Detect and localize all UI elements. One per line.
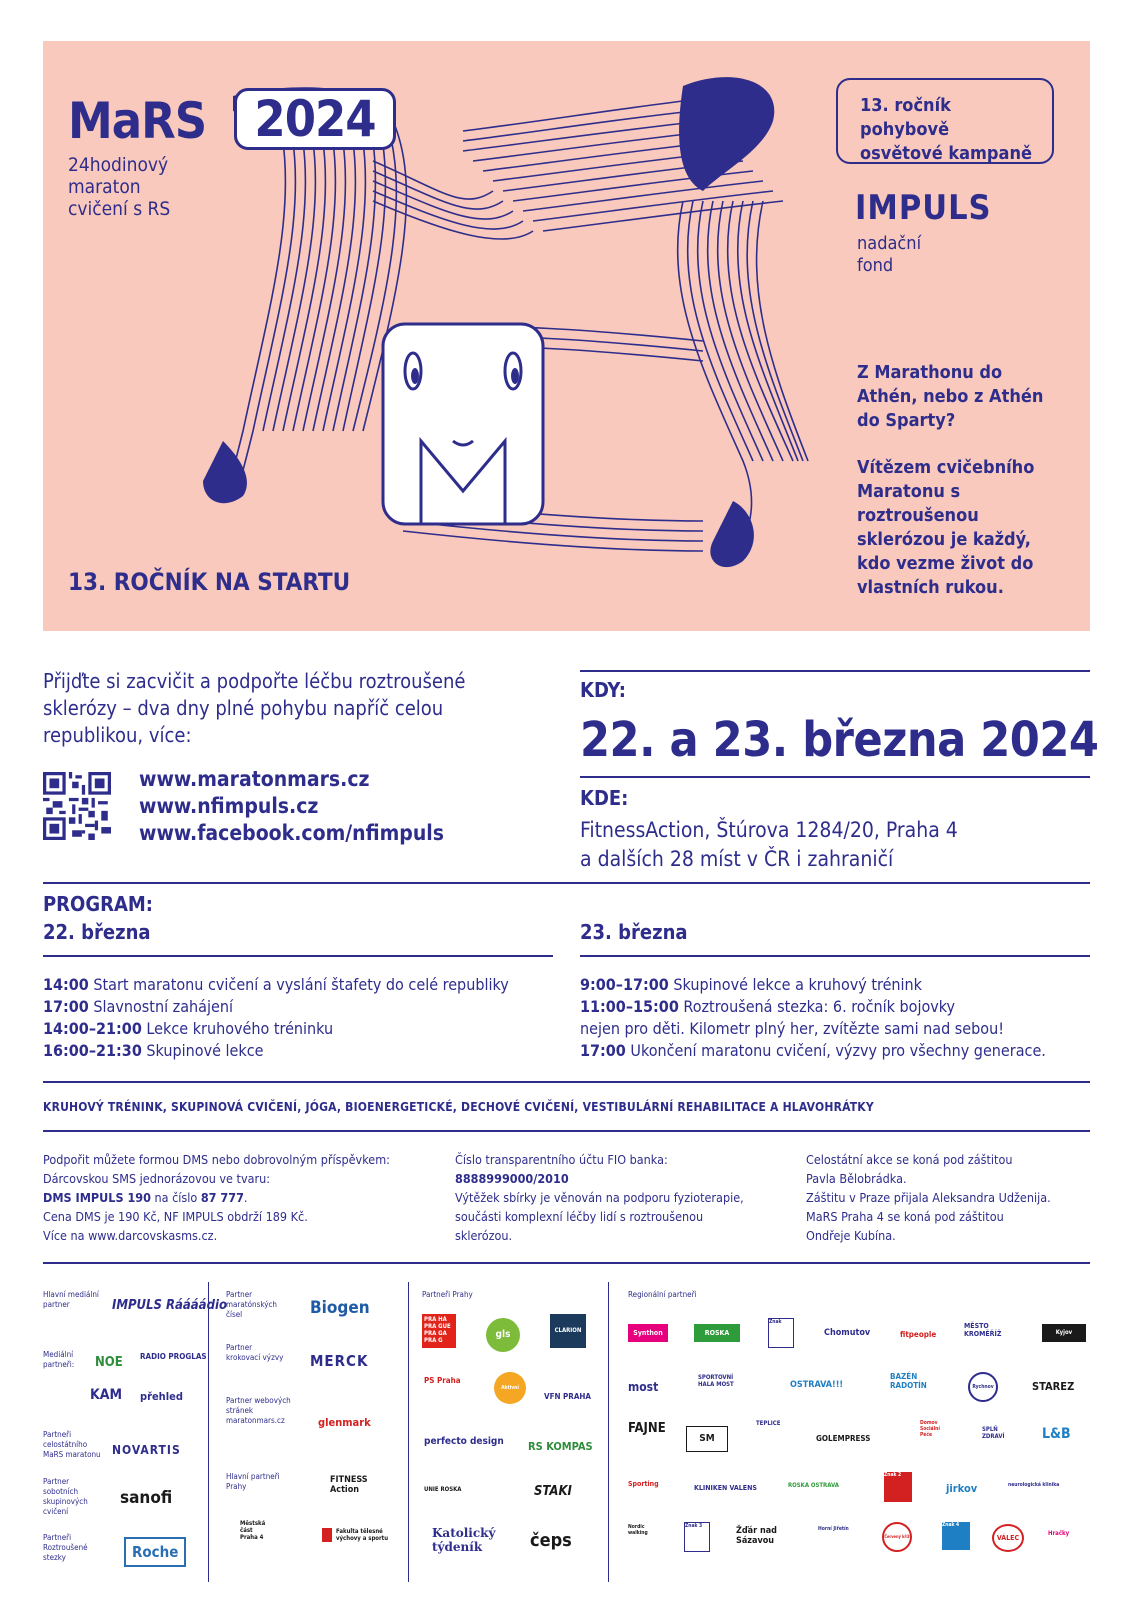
day2-title: 23. března xyxy=(580,920,688,944)
regional-logos-grid xyxy=(628,1316,1090,1586)
info-patronage: Celostátní akce se koná pod záštitou Pavla Bělobrádka. Záštitu v Praze přijala Aleksandra Udženija. MaRS Praha 4 se koná pod záštitou Ondřeje Kubína. xyxy=(806,1152,1051,1243)
link-maratonmars[interactable]: www.maratonmars.cz xyxy=(139,767,370,791)
divider xyxy=(43,1130,1090,1132)
biogen-logo: Biogen xyxy=(310,1298,370,1318)
glenmark-logo: glenmark xyxy=(318,1416,371,1429)
schedule-item: 16:00–21:30 Skupinové lekce xyxy=(43,1041,264,1060)
sock-left-bottom xyxy=(203,441,247,503)
partner-label: Hlavní partneři Prahy xyxy=(226,1472,280,1491)
regional-logo: TEPLICE xyxy=(756,1420,781,1427)
schedule-item: 14:00–21:00 Lekce kruhového tréninku xyxy=(43,1019,334,1038)
divider xyxy=(43,882,1090,884)
partner-label: Partneři Prahy xyxy=(422,1290,473,1299)
regional-logo: Synthon xyxy=(628,1324,668,1342)
day2-schedule xyxy=(580,974,1090,1062)
impuls-subtitle: nadační fond xyxy=(857,233,922,276)
regional-logo: Znak 4 xyxy=(942,1522,970,1550)
schedule-item: 14:00 Start maratonu cvičení a vyslání štafety do celé republiky xyxy=(43,975,509,994)
divider xyxy=(580,955,1090,957)
merck-logo: MERCK xyxy=(310,1352,369,1370)
divider xyxy=(43,1081,1090,1083)
regional-logo: most xyxy=(628,1380,659,1394)
unie-roska-logo: UNIE ROSKA xyxy=(424,1486,462,1493)
praha4-logo: Městská část Praha 4 xyxy=(240,1520,266,1541)
perfecto-logo: perfecto design xyxy=(424,1436,504,1447)
noe-logo: NOE xyxy=(95,1355,123,1370)
partner-label: Partner maratónských čísel xyxy=(226,1290,277,1319)
regional-logo: Kyjov xyxy=(1042,1324,1086,1342)
katolicky-tydenik-logo: Katolický týdeník xyxy=(432,1526,496,1554)
regional-logo: SM xyxy=(686,1426,728,1452)
regional-logo: MĚSTO KROMĚŘÍŽ xyxy=(964,1322,1002,1338)
clarion-logo: CLARION xyxy=(550,1314,586,1348)
ps-praha-logo: PS Praha xyxy=(424,1376,461,1385)
praha-logo: PRA HA PRA GUE PRA GA PRA G xyxy=(422,1314,456,1348)
schedule-item: 17:00 Ukončení maratonu cvičení, výzvy pro všechny generace. xyxy=(580,1041,1046,1060)
intro-text: Přijďte si zacvičit a podpořte léčbu roztroušené sklerózy – dva dny plné pohybu napříč celou republikou, více: xyxy=(43,669,466,747)
proglas-logo: RADIO PROGLAS xyxy=(140,1352,207,1361)
partner-label: Mediální partneři: xyxy=(43,1350,75,1369)
regional-logo: Znak 3 xyxy=(684,1522,710,1552)
divider xyxy=(408,1282,409,1582)
link-nfimpuls[interactable]: www.nfimpuls.cz xyxy=(139,794,319,818)
partner-label: Regionální partneři xyxy=(628,1290,697,1299)
regional-logo: Hračky xyxy=(1048,1530,1070,1537)
regional-logo: jirkov xyxy=(946,1482,978,1495)
program-label: PROGRAM: xyxy=(43,892,153,916)
impuls-logo: IMPULS xyxy=(855,188,992,228)
roche-logo: Roche xyxy=(124,1537,186,1567)
fitness-action-logo: FITNESS Action xyxy=(330,1475,368,1495)
regional-logo: FAJNE xyxy=(628,1421,666,1436)
schedule-item: 17:00 Slavnostní zahájení xyxy=(43,997,233,1016)
regional-logo: L&B xyxy=(1042,1426,1071,1442)
kam-logo: KAM xyxy=(90,1387,123,1403)
event-date: 22. a 23. března 2024 xyxy=(580,712,1099,768)
day1-title: 22. března xyxy=(43,920,151,944)
regional-logo: Znak 2 xyxy=(884,1472,912,1502)
regional-logo: Žďár nad Sázavou xyxy=(736,1526,777,1546)
where-label: KDE: xyxy=(580,786,629,810)
schedule-item: 11:00–15:00 Roztroušená stezka: 6. ročník bojovky xyxy=(580,997,956,1016)
regional-logo: Nordic walking xyxy=(628,1524,648,1536)
regional-logo: Znak xyxy=(768,1318,794,1348)
regional-logo: Rychnov xyxy=(968,1372,998,1402)
ceps-logo: čeps xyxy=(530,1530,572,1551)
regional-logo: KLINIKEN VALENS xyxy=(694,1484,757,1492)
regional-logo: Chomutov xyxy=(824,1328,871,1338)
hero-question: Z Marathonu do Athén, nebo z Athén do Sparty? xyxy=(857,362,1044,431)
link-facebook[interactable]: www.facebook.com/nfimpuls xyxy=(139,821,445,845)
vfn-praha-logo: VFN PRAHA xyxy=(544,1392,591,1401)
partner-label: Partner webových stránek maratonmars.cz xyxy=(226,1396,291,1425)
regional-logo: VÁLEC xyxy=(992,1524,1024,1552)
divider xyxy=(580,670,1090,672)
partner-label: Partneři celostátního MaRS maratonu xyxy=(43,1430,101,1459)
regional-logo: STAREZ xyxy=(1032,1380,1075,1393)
event-place: FitnessAction, Štúrova 1284/20, Praha 4 a dalších 28 míst v ČR i zahraničí xyxy=(580,818,958,871)
regional-logo: Sporting xyxy=(628,1480,659,1488)
partner-label: Partner krokovací výzvy xyxy=(226,1343,284,1362)
sock-right-bottom xyxy=(710,501,754,567)
partner-label: Partneři Roztroušené stezky xyxy=(43,1533,88,1562)
impuls-radio-logo: IMPULS Ráááádio xyxy=(112,1298,227,1313)
brand-title: MaRS xyxy=(68,92,207,150)
qr-code-icon xyxy=(43,772,111,840)
regional-logo: SPLŇ ZDRAVÍ xyxy=(982,1426,1005,1440)
divider xyxy=(608,1282,609,1582)
info-account: Číslo transparentního účtu FIO banka: 8888999000/2010 Výtěžek sbírky je věnován na podporu fyzioterapie, součásti komplexní léčby lidí s roztroušenou sklerózou. xyxy=(455,1152,744,1243)
rs-kompas-logo: RS KOMPAS xyxy=(528,1440,593,1453)
regional-logo: GOLEMPRESS xyxy=(816,1434,871,1443)
sanofi-logo: sanofi xyxy=(120,1488,173,1508)
start-text: 13. ROČNÍK NA STARTU xyxy=(68,568,351,596)
divider xyxy=(580,776,1090,778)
info-donation: Podpořit můžete formou DMS nebo dobrovolným příspěvkem: Dárcovskou SMS jednorázovou ve tvaru: DMS IMPULS 190 na číslo 87 777. Cena DMS je 190 Kč, NF IMPULS obdrží 189 Kč. Více na www.darcovskasms.cz. xyxy=(43,1152,390,1243)
senior-logo: Aktivní seniorky xyxy=(494,1372,526,1404)
hero-answer: Vítězem cvičebního Maratonu s roztroušenou sklerózou je každý, kdo vezme život do vlastních rukou. xyxy=(857,457,1035,598)
ftvs-logo: Fakulta tělesné výchovy a sportu xyxy=(322,1528,396,1542)
activities-list: KRUHOVÝ TRÉNINK, SKUPINOVÁ CVIČENÍ, JÓGA, BIOENERGETICKÉ, DECHOVÉ CVIČENÍ, VESTIBULÁRNÍ REHABILITACE A HLAVOHRÁTKY xyxy=(43,1100,874,1114)
regional-logo: fitpeople xyxy=(900,1330,937,1339)
novartis-logo: NOVARTIS xyxy=(112,1443,181,1457)
hero-subtitle: 24hodinový maraton cvičení s RS xyxy=(68,154,171,220)
day1-schedule xyxy=(43,974,563,1062)
divider xyxy=(43,955,553,957)
regional-logo: Domov Sociální Péče xyxy=(920,1420,940,1438)
regional-logo: OSTRAVA!!! xyxy=(790,1380,844,1390)
regional-logo: ROSKA OSTRAVA xyxy=(788,1482,839,1489)
divider xyxy=(208,1282,209,1582)
regional-logo: Červený kříž xyxy=(882,1522,912,1552)
regional-logo: SPORTOVNÍ HALA MOST xyxy=(698,1374,734,1388)
regional-logo: BAZÉN RADOTÍN xyxy=(890,1372,927,1390)
year-badge: 2024 xyxy=(234,88,396,150)
links-list xyxy=(139,766,444,847)
when-label: KDY: xyxy=(580,678,626,702)
partner-label: Partner sobotních skupinových cvičení xyxy=(43,1477,88,1516)
regional-logo: ROSKA xyxy=(694,1324,740,1342)
regional-logo: neurologická klinika xyxy=(1008,1482,1060,1488)
m-letter-face xyxy=(383,324,543,524)
divider xyxy=(43,1262,1090,1264)
schedule-item: nejen pro děti. Kilometr plný her, zvítězte sami nad sebou! xyxy=(580,1019,1004,1038)
schedule-item: 9:00–17:00 Skupinové lekce a kruhový trénink xyxy=(580,975,923,994)
partner-label: Hlavní mediální partner xyxy=(43,1290,99,1309)
staki-logo: STAKI xyxy=(534,1484,572,1499)
regional-logo: Horní Jiřetín xyxy=(818,1526,849,1532)
campaign-badge: 13. ročník pohybově osvětové kampaně xyxy=(836,78,1054,164)
prehled-logo: přehled xyxy=(140,1390,183,1403)
gls-logo: gls xyxy=(486,1318,520,1352)
